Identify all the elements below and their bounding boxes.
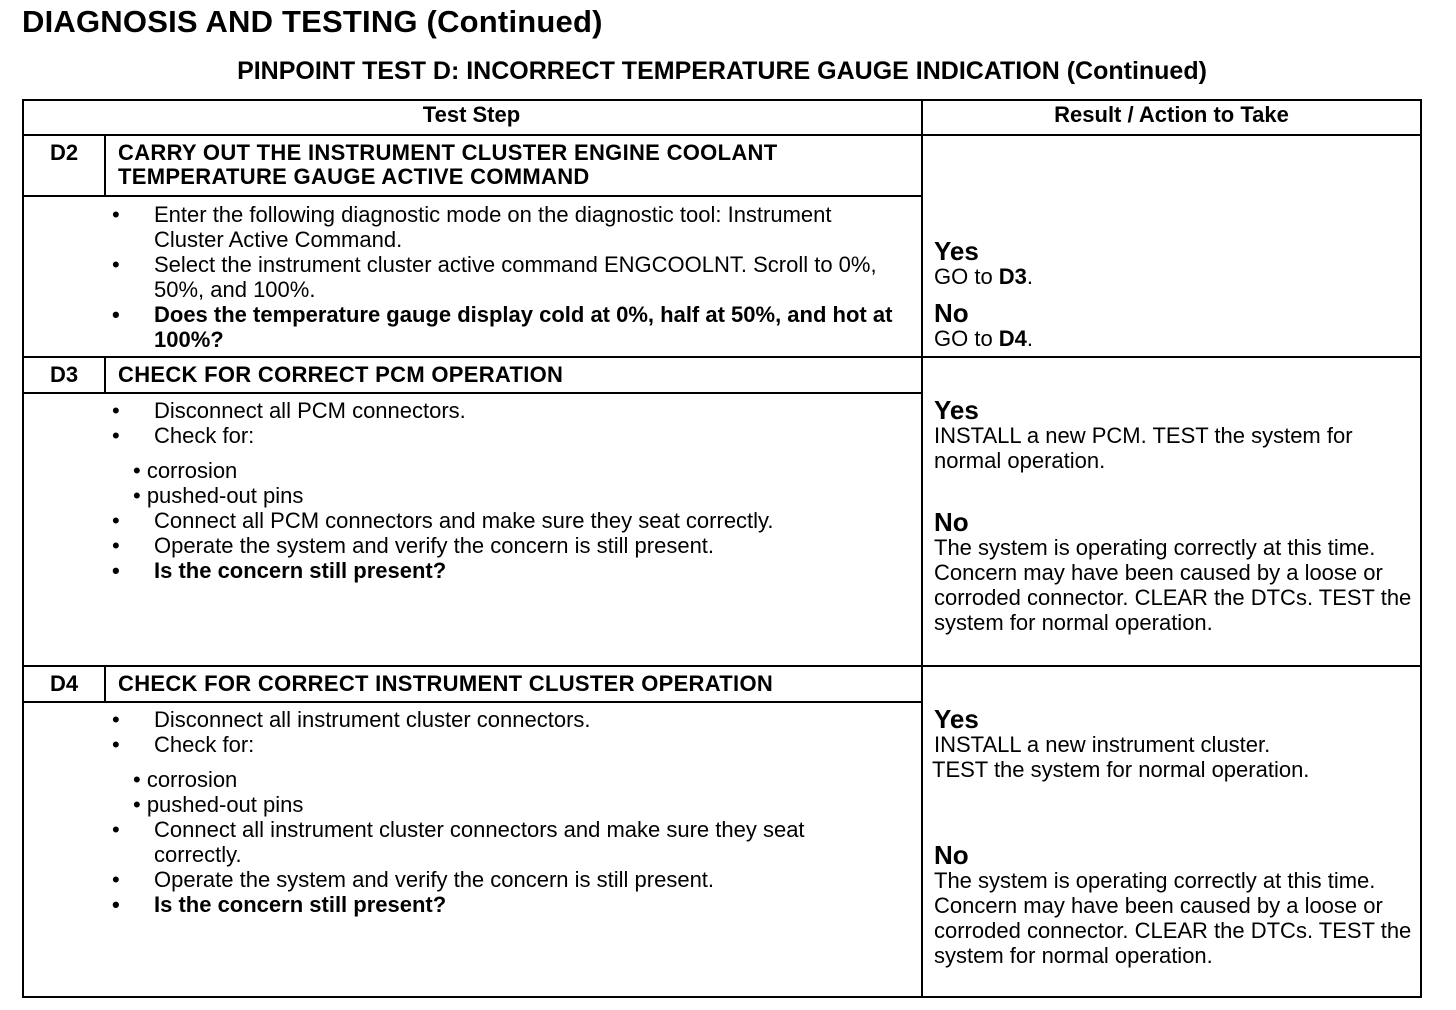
bullet: •: [112, 707, 120, 732]
bullet: •: [112, 252, 120, 277]
result-yes-label: Yes: [934, 704, 979, 734]
list-item: [112, 707, 872, 732]
result-text: .: [1026, 264, 1034, 289]
step-id-d4: D4: [49, 671, 79, 696]
step-title-d4: [118, 672, 773, 696]
result-yes-text: INSTALL a new instrument cluster.: [934, 732, 1271, 757]
sub-list: [133, 458, 912, 508]
bullet: •: [112, 867, 120, 892]
step-instructions-d3: [112, 398, 912, 583]
step-title-line: TEMPERATURE GAUGE ACTIVE COMMAND: [118, 164, 590, 189]
result-yes-label: Yes: [934, 236, 979, 266]
step-instructions-d4: [112, 707, 872, 917]
list-item: [112, 867, 872, 892]
pinpoint-test-title: PINPOINT TEST D: INCORRECT TEMPERATURE GAUGE INDICATION (Continued): [237, 57, 1207, 85]
list-item: [112, 398, 912, 423]
sub-list-item: • pushed-out pins: [133, 792, 304, 817]
result-no-text: [934, 326, 1420, 351]
list-item-text: Does the temperature gauge display cold at 0%, half at 50%, and hot at 100%?: [154, 302, 893, 352]
table-rule: [921, 99, 923, 998]
step-ref-d3: D3: [998, 264, 1027, 289]
list-item: [112, 732, 872, 817]
table-rule: [104, 358, 106, 392]
sub-list-item: • corrosion: [133, 767, 238, 792]
table-rule: [22, 134, 1422, 136]
sub-list: [133, 767, 872, 817]
bullet: •: [112, 533, 120, 558]
table-rule: [22, 665, 1422, 667]
result-text: .: [1026, 326, 1034, 351]
step-title-d3: [118, 363, 563, 387]
column-header-result-action: Result / Action to Take: [1054, 102, 1289, 127]
result-yes-label: Yes: [934, 395, 979, 425]
list-item-text: Operate the system and verify the concern is still present.: [154, 867, 715, 892]
list-item-text: Disconnect all instrument cluster connectors.: [154, 707, 591, 732]
table-rule: [104, 136, 106, 195]
step-instructions-d2: [112, 202, 902, 352]
result-no-text: The system is operating correctly at this time. Concern may have been caused by a loose or corroded connector. CLEAR the DTCs. TEST the system for normal operation.: [934, 535, 1412, 635]
result-no-label: No: [934, 507, 969, 537]
list-item-text: Operate the system and verify the concern is still present.: [154, 533, 715, 558]
table-rule: [22, 392, 922, 394]
list-item-question: [112, 302, 902, 352]
list-item-text: Disconnect all PCM connectors.: [154, 398, 466, 423]
page-title: DIAGNOSIS AND TESTING (Continued): [22, 4, 603, 39]
result-d2: [934, 238, 1420, 351]
list-item-text: Is the concern still present?: [154, 558, 447, 583]
list-item: [112, 202, 902, 252]
table-rule: [104, 667, 106, 701]
sub-list-item: • pushed-out pins: [133, 483, 304, 508]
list-item: [112, 533, 912, 558]
list-item: [112, 508, 912, 533]
result-no-label: No: [934, 298, 969, 328]
result-d4-no: [934, 842, 1420, 968]
result-yes-text: TEST the system for normal operation.: [932, 757, 1310, 782]
result-no-text: The system is operating correctly at this time. Concern may have been caused by a loose or corroded connector. CLEAR the DTCs. TEST the system for normal operation.: [934, 868, 1412, 968]
table-rule: [22, 356, 1422, 358]
table-rule: [22, 701, 922, 703]
result-d3-no: [934, 509, 1420, 635]
result-yes-text: [934, 264, 1420, 289]
list-item-text: Check for:: [154, 732, 255, 757]
bullet: •: [112, 508, 120, 533]
step-ref-d4: D4: [998, 326, 1027, 351]
step-title-line: CARRY OUT THE INSTRUMENT CLUSTER ENGINE COOLANT: [118, 140, 778, 165]
bullet: •: [112, 202, 120, 227]
list-item-question: [112, 558, 912, 583]
bullet: •: [112, 892, 120, 917]
list-item-text: Check for:: [154, 423, 255, 448]
result-d3-yes: [934, 397, 1420, 473]
step-id-d3: D3: [49, 362, 79, 387]
list-item-text: Connect all PCM connectors and make sure they seat correctly.: [154, 508, 774, 533]
bullet: •: [112, 302, 120, 327]
table-rule: [22, 195, 922, 197]
bullet: •: [112, 732, 120, 757]
bullet: •: [112, 398, 120, 423]
step-id-d2: D2: [49, 140, 79, 165]
list-item-question: [112, 892, 872, 917]
step-title-line: CHECK FOR CORRECT PCM OPERATION: [118, 362, 564, 387]
result-d4-yes: [934, 706, 1420, 782]
bullet: •: [112, 817, 120, 842]
list-item-text: Connect all instrument cluster connectors and make sure they seat correctly.: [154, 817, 805, 867]
step-title-d2: [118, 141, 777, 189]
bullet: •: [112, 558, 120, 583]
result-yes-text: INSTALL a new PCM. TEST the system for normal operation.: [934, 423, 1353, 473]
list-item-text: Select the instrument cluster active command ENGCOOLNT. Scroll to 0%, 50%, and 100%.: [154, 252, 877, 302]
result-text: GO to: [934, 264, 999, 289]
list-item-text: Enter the following diagnostic mode on the diagnostic tool: Instrument Cluster Active Command.: [154, 202, 832, 252]
list-item: [112, 817, 872, 867]
list-item: [112, 252, 902, 302]
list-item: [112, 423, 912, 508]
bullet: •: [112, 423, 120, 448]
list-item-text: Is the concern still present?: [154, 892, 447, 917]
step-title-line: CHECK FOR CORRECT INSTRUMENT CLUSTER OPERATION: [118, 671, 774, 696]
result-no-label: No: [934, 840, 969, 870]
sub-list-item: • corrosion: [133, 458, 238, 483]
result-text: GO to: [934, 326, 999, 351]
column-header-test-step: Test Step: [422, 102, 521, 127]
